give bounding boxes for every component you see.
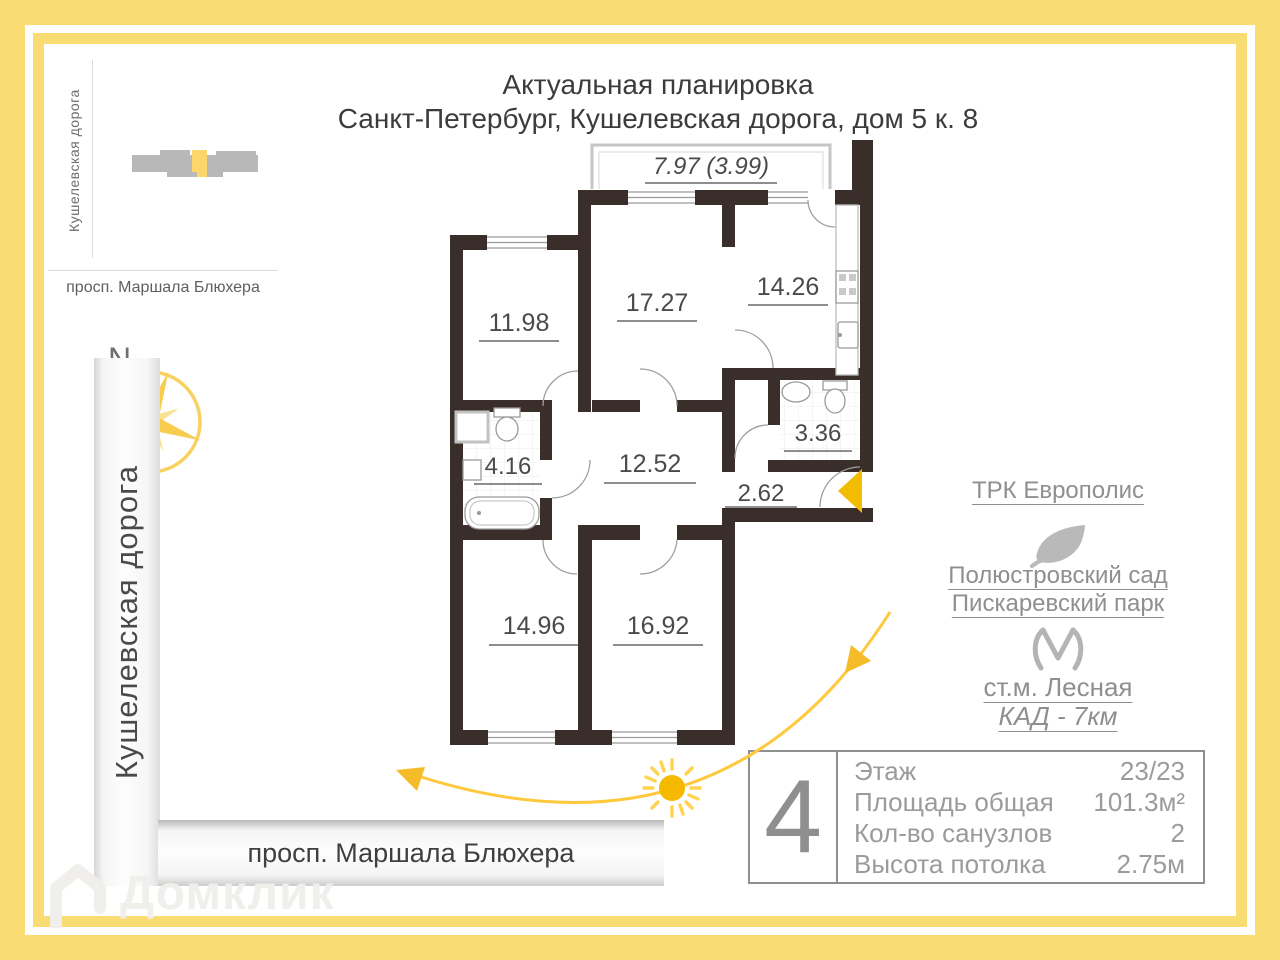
- rooms-count: 4: [750, 752, 838, 882]
- road-marshala-blyukhera-label: просп. Маршала Блюхера: [247, 837, 575, 868]
- svg-text:7.97 (3.99): 7.97 (3.99): [652, 153, 770, 180]
- svg-text:17.27: 17.27: [625, 289, 689, 317]
- minimap-street-vertical-label: Кушелевская дорога: [66, 89, 82, 233]
- info-label: Кол-во санузлов: [854, 818, 1053, 848]
- domclick-watermark: [44, 858, 335, 928]
- info-label: Этаж: [854, 756, 917, 786]
- svg-text:3.36: 3.36: [794, 420, 842, 447]
- info-value: 101.3м²: [1093, 787, 1185, 817]
- room-label-entry-corridor: [725, 480, 797, 507]
- door-bathroom-small: [552, 460, 590, 498]
- window-living: [628, 190, 695, 205]
- room-label-bedroom-bottom-left: [489, 612, 579, 645]
- landmark-ring-road: КАД - 7км: [998, 701, 1118, 731]
- svg-text:14.26: 14.26: [756, 273, 820, 301]
- door-balcony: [808, 200, 835, 227]
- road-kushelevskaya-label: Кушелевская дорога: [109, 464, 144, 780]
- title-line-2: Санкт-Петербург, Кушелевская дорога, дом 5 к. 8: [337, 103, 979, 134]
- entrance-arrow-icon: [838, 469, 862, 513]
- room-label-living: [617, 289, 697, 321]
- window-bedroom-bottom-left: [488, 730, 555, 745]
- room-label-bedroom-bottom-right: [613, 612, 703, 645]
- landmark-park-1: Полюстровский сад: [948, 562, 1168, 589]
- room-label-balcony: [645, 153, 777, 183]
- door-kitchen: [735, 330, 773, 368]
- svg-text:11.98: 11.98: [488, 309, 550, 337]
- info-value: 2.75м: [1116, 849, 1185, 879]
- stove-icon: [836, 271, 858, 303]
- bathroom-toilet-icon: [823, 381, 847, 413]
- door-bedroom-bottom-left: [543, 540, 577, 574]
- landmark-park-2: Пискаревский парк: [951, 590, 1165, 617]
- domclick-house-icon: [44, 858, 108, 928]
- door-living: [640, 369, 677, 406]
- sun-icon: [644, 760, 700, 816]
- landmark-mall: ТРК Европолис: [972, 477, 1144, 504]
- washing-machine-icon: [456, 412, 488, 442]
- window-kitchen: [768, 190, 808, 205]
- info-label: Высота потолка: [854, 849, 1046, 879]
- small-sink-icon: [463, 460, 481, 480]
- bathtub-icon: [465, 497, 539, 529]
- info-label: Площадь общая: [854, 787, 1054, 817]
- svg-text:4.16: 4.16: [484, 453, 532, 480]
- room-label-hallway: [604, 450, 696, 483]
- door-bedroom-bottom-right: [640, 540, 677, 574]
- room-label-kitchen: [748, 273, 828, 305]
- bathroom-sink-icon: [782, 382, 810, 402]
- minimap-street-horizontal-label: просп. Маршала Блюхера: [66, 279, 260, 296]
- landmark-metro: ст.м. Лесная: [983, 672, 1133, 702]
- kitchen-sink-icon: [838, 322, 858, 348]
- door-bathroom: [735, 425, 768, 458]
- svg-text:12.52: 12.52: [618, 450, 682, 478]
- sun-path-arc: [396, 612, 890, 803]
- info-value: 23/23: [1119, 756, 1185, 786]
- info-value: 2: [1170, 818, 1185, 848]
- toilet-icon: [494, 408, 520, 441]
- domclick-brand-text: Домклик: [120, 866, 335, 920]
- sun-path-arrowhead-lower: [396, 767, 425, 791]
- room-label-bedroom-top-left: [479, 309, 559, 341]
- svg-text:16.92: 16.92: [626, 612, 690, 640]
- window-bedroom-bottom-right: [612, 730, 677, 745]
- title-line-1: Актуальная планировка: [502, 69, 814, 100]
- window-bedroom-top: [487, 235, 547, 250]
- svg-text:2.62: 2.62: [737, 480, 785, 507]
- sun-path-arrowhead-upper: [845, 645, 871, 673]
- svg-text:14.96: 14.96: [502, 612, 566, 640]
